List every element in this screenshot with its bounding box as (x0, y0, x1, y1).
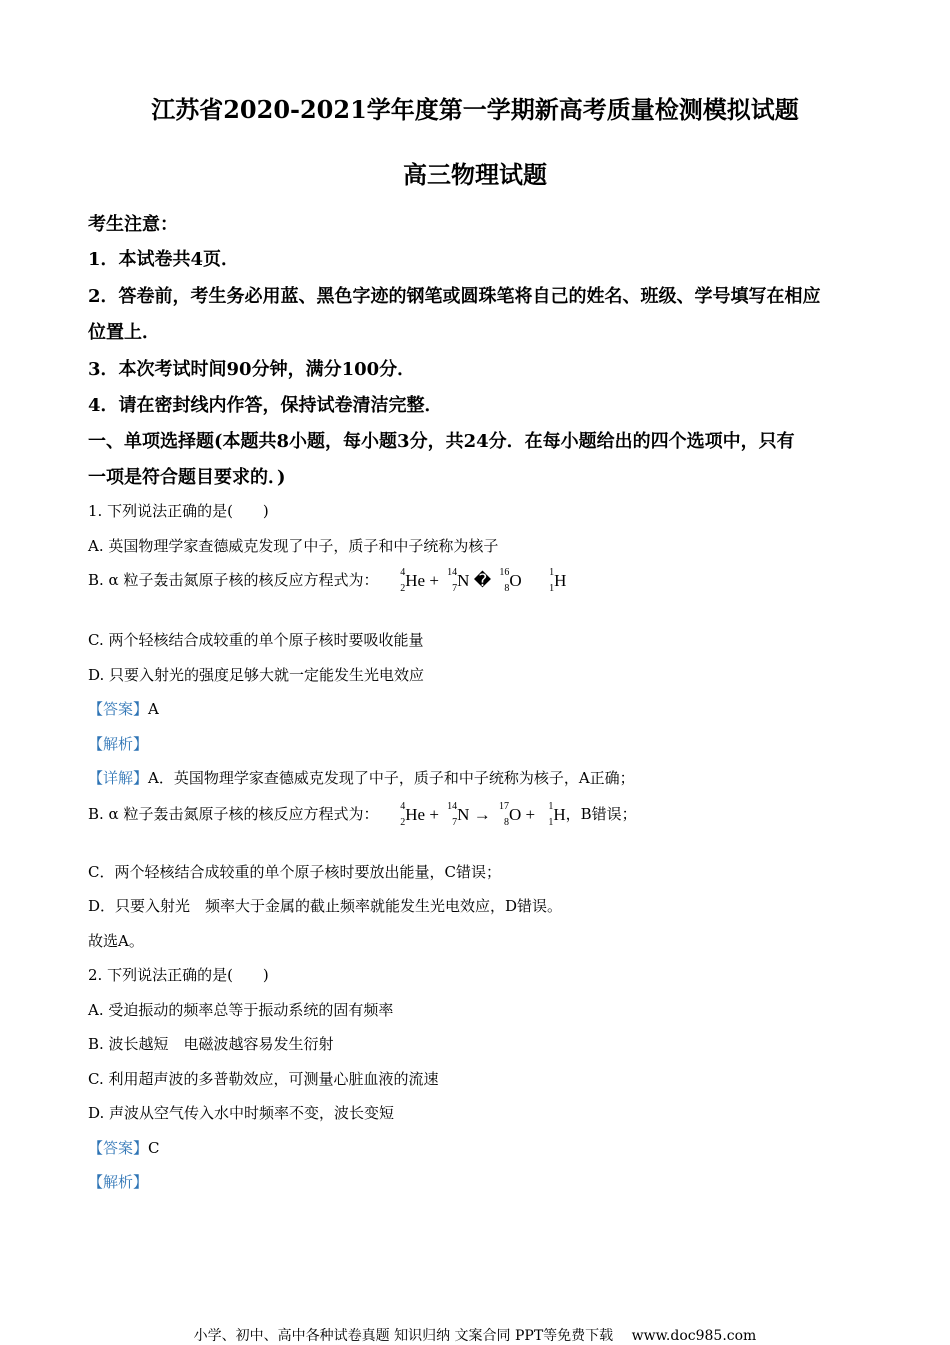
q2-option-d: D. 声波从空气传入水中时频率不变，波长变短 (88, 1104, 395, 1122)
q2-option-a: A. 受迫振动的频率总等于振动系统的固有频率 (88, 1001, 394, 1019)
q1-stem: 1. 下列说法正确的是( ) (88, 502, 269, 520)
q2-answer: 【答案】C (88, 1139, 160, 1157)
document-title: 江苏省2020-2021学年度第一学期新高考质量检测模拟试题 (151, 95, 799, 124)
notice-item-2-cont: 位置上． (88, 322, 160, 343)
q1-detail-c: C．两个轻核结合成较重的单个原子核时要放出能量，C错误； (88, 863, 501, 881)
document-subtitle: 高三物理试题 (403, 160, 547, 189)
q1-option-b (88, 568, 566, 594)
q2-option-b: B. 波长越短 电磁波越容易发生衍射 (88, 1035, 334, 1053)
q1-equation-broken: 4 2 He + 14 7 N � 16 8 O 1 1 H (400, 567, 567, 594)
q2-answer-value: C (148, 1139, 160, 1157)
notice-item-2: 2．答卷前，考生务必用蓝、黑色字迹的钢笔或圆珠笔将自己的姓名、班级、学号填写在相应 (88, 286, 821, 307)
q1-answer-value: A (148, 700, 159, 718)
q1-analysis-tag: 【解析】 (88, 735, 149, 753)
q1-conclusion: 故选A。 (88, 932, 144, 950)
q2-option-c: C. 利用超声波的多普勒效应，可测量心脏血液的流速 (88, 1070, 439, 1088)
answer-tag: 【答案】 (88, 700, 149, 718)
q1-option-a: A. 英国物理学家查德威克发现了中子，质子和中子统称为核子 (88, 537, 499, 555)
q1-option-d: D. 只要入射光的强度足够大就一定能发生光电效应 (88, 666, 425, 684)
q1-detail-a: 【详解】A．英国物理学家查德威克发现了中子，质子和中子统称为核子，A正确； (88, 769, 635, 787)
q2-stem: 2. 下列说法正确的是( ) (88, 966, 269, 984)
q1-equation-correct: 4 2 He + 14 7 N → 17 8 O + 1 1 H (400, 801, 566, 828)
notice-item-1: 1．本试卷共4页． (88, 249, 240, 270)
q1-option-b-text: B. α 粒子轰击氮原子核的核反应方程式为： (88, 570, 379, 589)
notice-item-3: 3．本次考试时间90分钟，满分100分． (88, 359, 416, 380)
q1-option-c: C. 两个轻核结合成较重的单个原子核时要吸收能量 (88, 631, 424, 649)
section-heading-cont: 一项是符合题目要求的．) (88, 467, 286, 488)
notice-heading: 考生注意： (88, 214, 178, 235)
q1-answer (88, 698, 159, 719)
page-footer: 小学、初中、高中各种试卷真题 知识归纳 文案合同 PPT等免费下载 www.doc985.com (193, 1328, 757, 1344)
q1-detail-b: B. α 粒子轰击氮原子核的核反应方程式为： 4 2 He + 14 7 N → 17 8 O + 1 1 H，B错误； (88, 801, 637, 828)
q1-detail-d: D．只要入射光 频率大于金属的截止频率就能发生光电效应，D错误。 (88, 897, 563, 915)
section-heading: 一、单项选择题(本题共8小题，每小题3分，共24分．在每小题给出的四个选项中，只有 (88, 431, 795, 452)
detail-tag: 【详解】 (88, 769, 149, 787)
notice-item-4: 4．请在密封线内作答，保持试卷清洁完整． (88, 395, 443, 416)
q2-analysis-tag: 【解析】 (88, 1173, 149, 1191)
